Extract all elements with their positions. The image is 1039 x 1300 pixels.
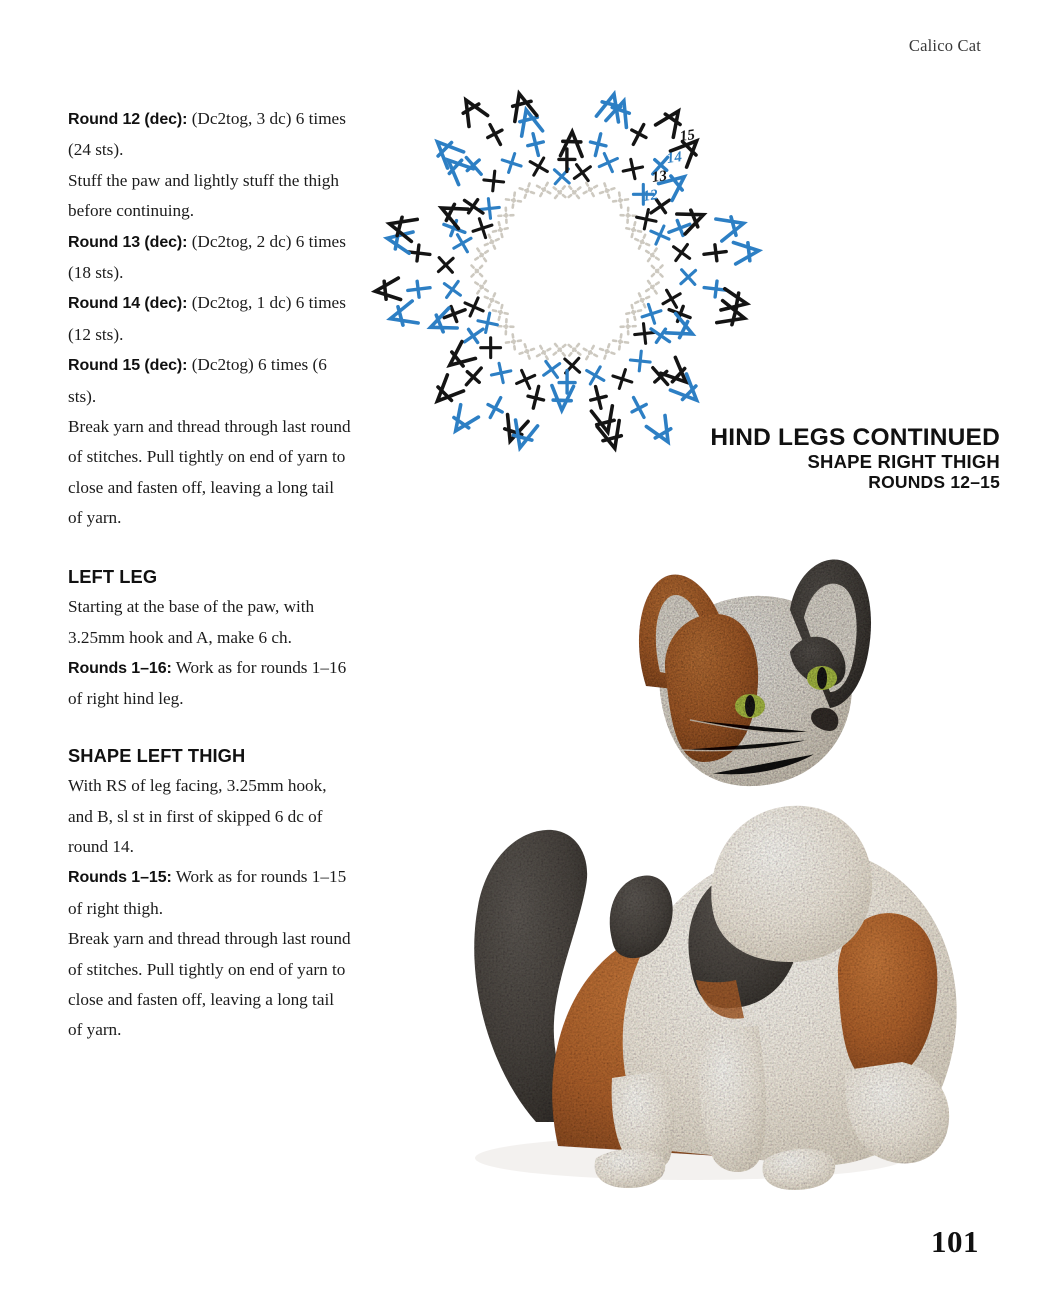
calico-cat-photo	[360, 510, 1000, 1210]
paragraph-lead: Round 14 (dec):	[68, 295, 188, 313]
paragraph-round-15	[68, 350, 352, 412]
paragraph-round-14	[68, 288, 352, 350]
paragraph-left-leg-rounds	[68, 653, 352, 715]
paragraph-thigh-setup	[68, 771, 352, 862]
chart-round-label-12: 12	[641, 187, 659, 205]
chart-caption-line-3: ROUNDS 12–15	[868, 472, 1000, 492]
cat-pupil-left	[745, 695, 755, 717]
paragraph-body: (Dc2tog, 1 dc) 6 times (12 sts).	[68, 293, 346, 344]
chart-round-label-14: 14	[665, 149, 683, 167]
chart-caption-line-2: SHAPE RIGHT THIGH	[807, 451, 1000, 472]
chart-caption	[560, 424, 1000, 493]
page-number: 101	[931, 1224, 979, 1259]
paragraph-thigh-rounds	[68, 862, 352, 924]
paragraph-body: (Dc2tog) 6 times (6 sts).	[68, 355, 327, 406]
paragraph-body: Work as for rounds 1–16 of right hind leg.	[68, 657, 347, 709]
paragraph-body: Starting at the base of the paw, with 3.25mm hook and A, make 6 ch.	[68, 597, 315, 647]
chart-round-label-13: 13	[650, 168, 668, 186]
paragraph-body: With RS of leg facing, 3.25mm hook, and B, sl st in first of skipped 6 dc of round 14.	[68, 776, 327, 856]
paragraph-round-12	[68, 104, 352, 166]
paragraph-lead: Round 12 (dec):	[68, 111, 188, 128]
cat-pupil-right	[817, 667, 827, 689]
cat-head	[639, 559, 871, 786]
paragraph-stuff-paw	[68, 166, 352, 227]
cat-figure	[474, 559, 956, 1190]
paragraph-thigh-fasten-off	[68, 924, 352, 1046]
chart-round-label-15: 15	[678, 127, 696, 145]
section-heading-shape-left-thigh: SHAPE LEFT THIGH	[68, 744, 246, 766]
product-photograph	[360, 510, 1000, 1210]
paragraph-lead: Rounds 1–15:	[68, 869, 172, 887]
paragraph-body: Work as for rounds 1–15 of right thigh.	[68, 867, 347, 918]
paragraph-body: (Dc2tog, 3 dc) 6 times (24 sts).	[68, 109, 346, 160]
running-head: Calico Cat	[908, 36, 981, 55]
paragraph-body: Stuff the paw and lightly stuff the thigh before continuing.	[68, 170, 339, 221]
chart-caption-line-1: HIND LEGS CONTINUED	[710, 424, 1000, 451]
cat-chest	[711, 806, 872, 962]
paragraph-body: Break yarn and thread through last round of stitches. Pull tightly on end of yarn to close and fasten off, leaving a long tail of yarn.	[68, 417, 351, 528]
instruction-text-column	[68, 104, 352, 1046]
paragraph-left-leg-start	[68, 592, 352, 653]
paragraph-lead: Round 15 (dec):	[68, 357, 188, 375]
paragraph-lead: Round 13 (dec):	[68, 233, 188, 251]
paragraph-fasten-off	[68, 412, 352, 534]
paragraph-lead: Rounds 1–16:	[68, 659, 172, 677]
paragraph-body: Break yarn and thread through last round of stitches. Pull tightly on end of yarn to close and fasten off, leaving a long tail of yarn.	[68, 929, 351, 1040]
paragraph-round-13	[68, 227, 352, 289]
cat-front-paw-right	[595, 1148, 666, 1188]
paragraph-body: (Dc2tog, 2 dc) 6 times (18 sts).	[68, 231, 346, 283]
section-heading-left-leg: LEFT LEG	[68, 565, 158, 587]
